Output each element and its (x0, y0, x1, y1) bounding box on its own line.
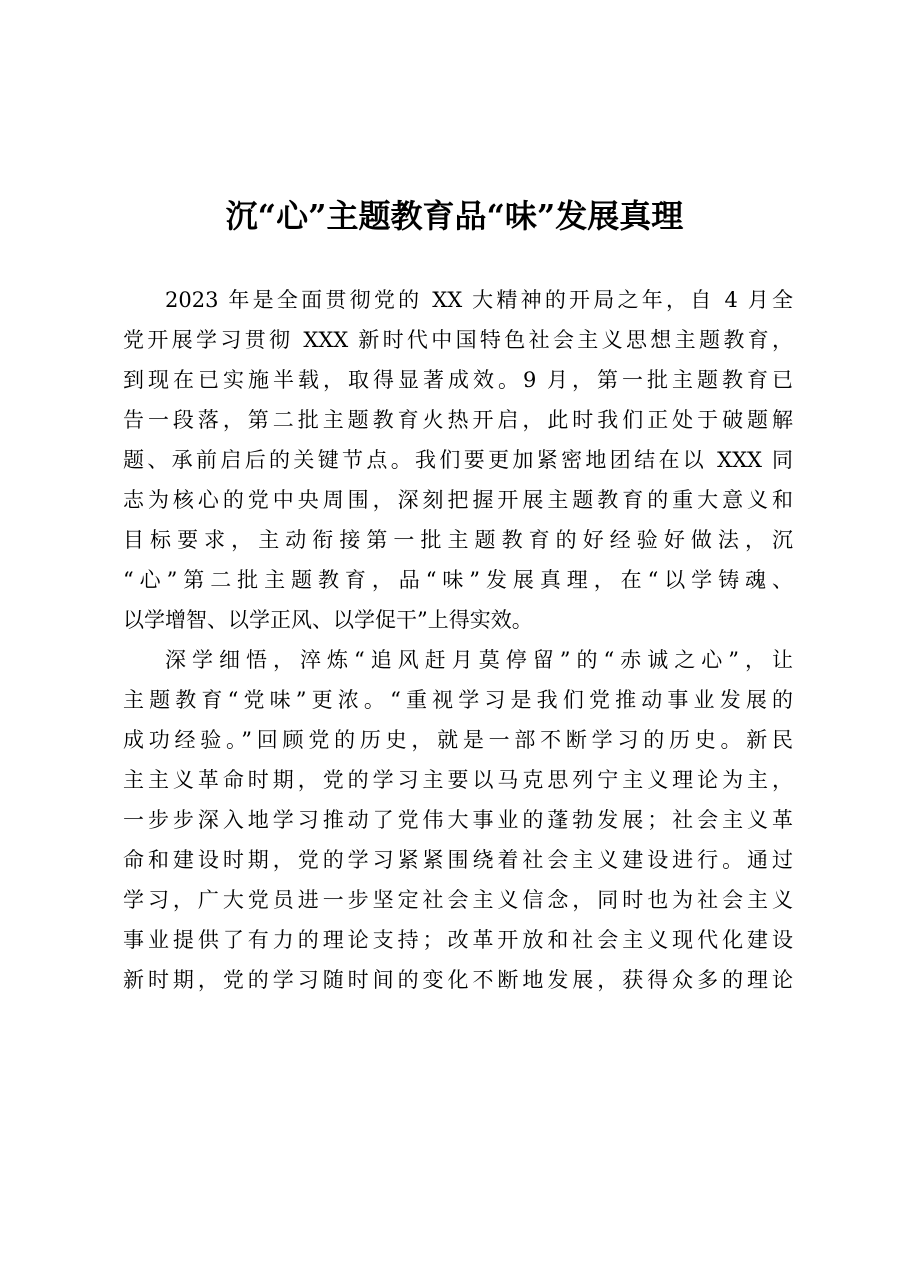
paragraph-line: 主题教育“党味”更浓。“重视学习是我们党推动事业发展的 (123, 688, 793, 712)
paragraph-line: 党开展学习贯彻 XXX 新时代中国特色社会主义思想主题教育， (123, 328, 793, 352)
paragraph-line: 到现在已实施半载，取得显著成效。9 月，第一批主题教育已 (123, 368, 793, 392)
document-body (123, 280, 793, 1000)
paragraph-line: 以学增智、以学正风、以学促干”上得实效。 (123, 608, 533, 632)
paragraph-line: 志为核心的党中央周围，深刻把握开展主题教育的重大意义和 (123, 488, 793, 512)
paragraph-2 (123, 640, 793, 1000)
paragraph-line: 题、承前启后的关键节点。我们要更加紧密地团结在以 XXX 同 (123, 448, 793, 472)
paragraph-line: 事业提供了有力的理论支持；改革开放和社会主义现代化建设 (123, 928, 793, 952)
paragraph-line: 告一段落，第二批主题教育火热开启，此时我们正处于破题解 (123, 408, 793, 432)
paragraph-line: 学习，广大党员进一步坚定社会主义信念，同时也为社会主义 (123, 888, 793, 912)
paragraph-line: 目标要求，主动衔接第一批主题教育的好经验好做法，沉 (123, 528, 793, 552)
paragraph-line: 深学细悟，淬炼“追风赶月莫停留”的“赤诚之心”，让 (165, 648, 793, 672)
paragraph-line: 主主义革命时期，党的学习主要以马克思列宁主义理论为主， (123, 768, 793, 792)
paragraph-line: “心”第二批主题教育，品“味”发展真理，在“以学铸魂、 (123, 568, 793, 592)
paragraph-line: 命和建设时期，党的学习紧紧围绕着社会主义建设进行。通过 (123, 848, 793, 872)
paragraph-line: 一步步深入地学习推动了党伟大事业的蓬勃发展；社会主义革 (123, 808, 793, 832)
paragraph-line: 新时期，党的学习随时间的变化不断地发展，获得众多的理论 (123, 968, 793, 992)
document-title: 沉“心”主题教育品“味”发展真理 (225, 197, 684, 235)
paragraph-line: 成功经验。”回顾党的历史，就是一部不断学习的历史。新民 (123, 728, 793, 752)
paragraph-1 (123, 280, 793, 640)
paragraph-line: 2023 年是全面贯彻党的 XX 大精神的开局之年，自 4 月全 (165, 288, 793, 312)
